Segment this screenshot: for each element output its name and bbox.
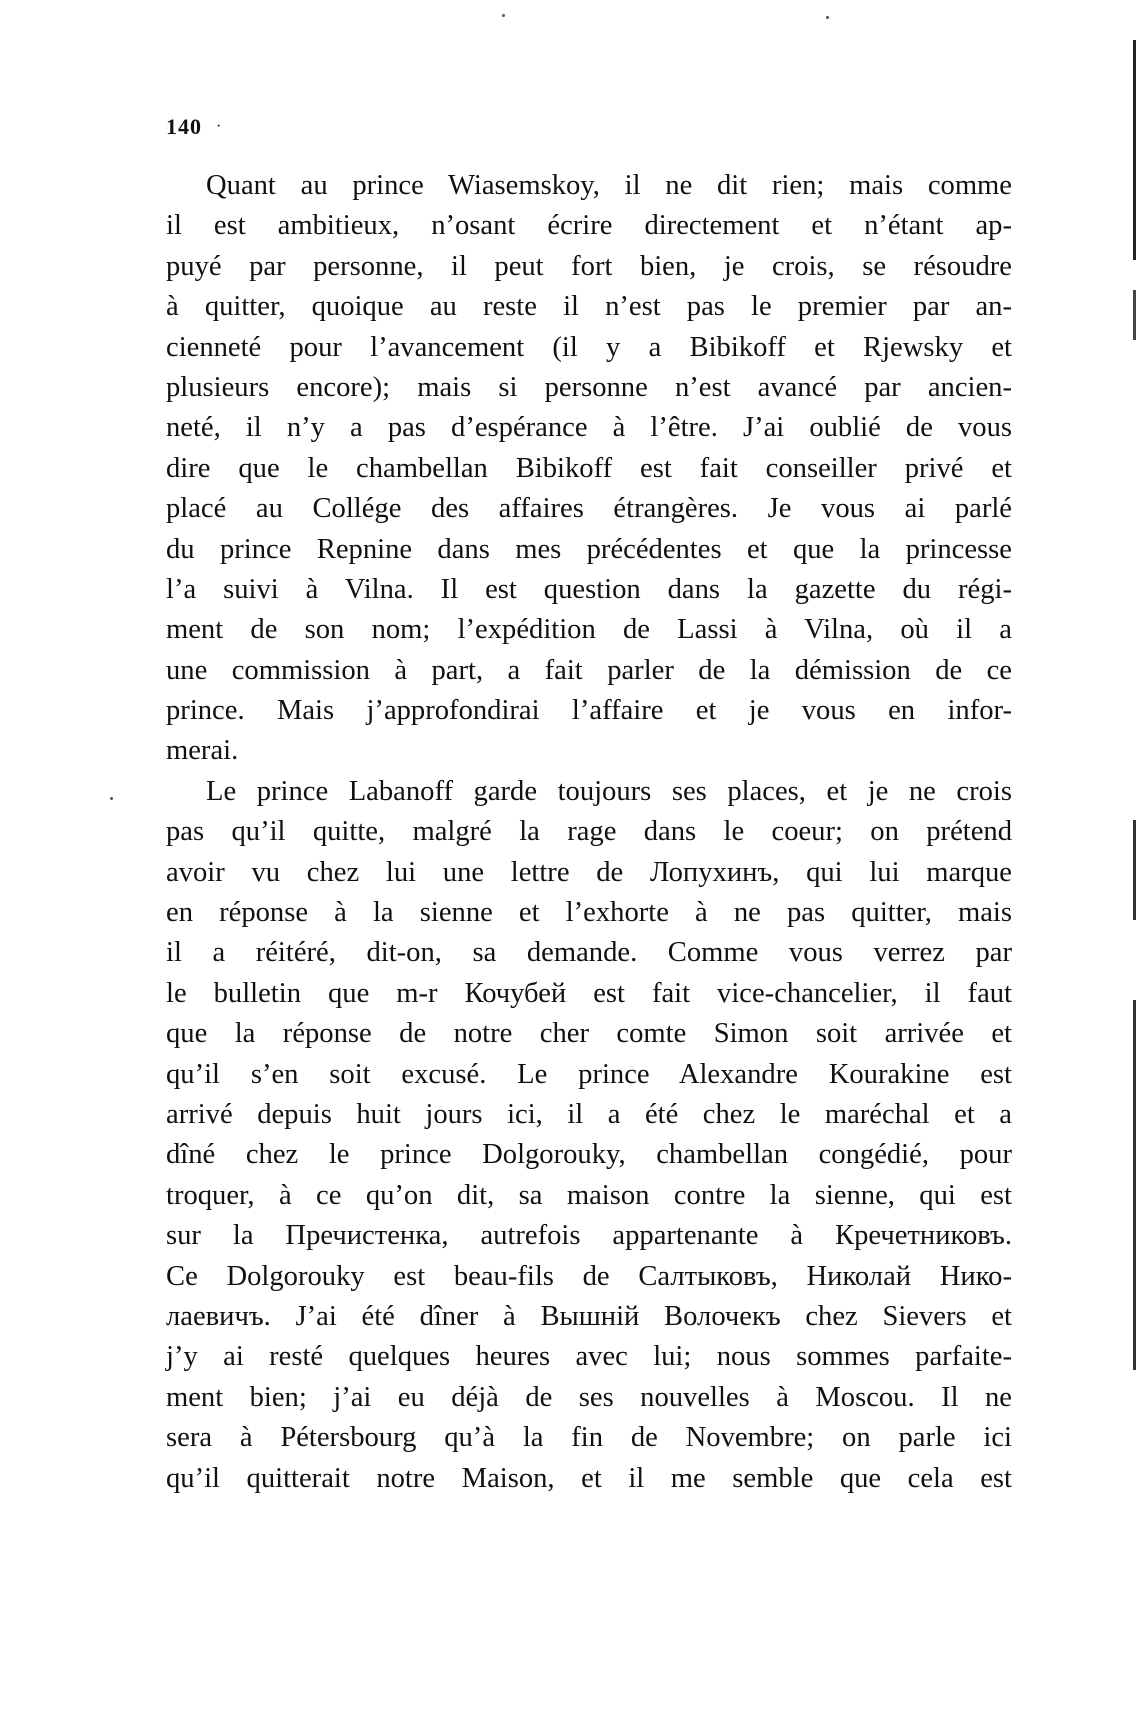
text-line: Quant au prince Wiasemskoy, il ne dit rien; mais comme	[206, 170, 1012, 201]
text-line: ment bien; j’ai eu déjà de ses nouvelles à Moscou. Il ne	[166, 1381, 1012, 1413]
text-line: dîné chez le prince Dolgorouky, chambellan congédié, pour	[166, 1139, 1012, 1171]
body-text	[166, 166, 1012, 1499]
page-number: 140	[166, 114, 202, 139]
text-line: neté, il n’y a pas d’espérance à l’être. J’ai oublié de vous	[166, 412, 1012, 444]
scan-speck	[502, 14, 505, 17]
text-line: prince. Mais j’approfondirai l’affaire et je vous en infor-	[166, 695, 1012, 727]
text-line: en réponse à la sienne et l’exhorte à ne pas quitter, mais	[166, 897, 1012, 929]
text-line: qu’il quitterait notre Maison, et il me semble que cela est	[166, 1462, 1012, 1494]
text-line: à quitter, quoique au reste il n’est pas le premier par an-	[166, 291, 1012, 323]
text-line: Le prince Labanoff garde toujours ses places, et je ne crois	[206, 775, 1012, 807]
text-line: le bulletin que m-r Кочубей est fait vice-chancelier, il faut	[166, 977, 1012, 1009]
text-line: avoir vu chez lui une lettre de Лопухинъ, qui lui marque	[166, 856, 1012, 888]
text-line: placé au Collége des affaires étrangères. Je vous ai parlé	[166, 493, 1012, 525]
text-line: il est ambitieux, n’osant écrire directement et n’étant ap-	[166, 210, 1012, 242]
text-line: plusieurs encore); mais si personne n’est avancé par ancien-	[166, 371, 1012, 403]
text-line: il a réitéré, dit-on, sa demande. Comme vous verrez par	[166, 937, 1012, 969]
page-number-mark: ·	[216, 118, 222, 135]
text-line: Ce Dolgorouky est beau-fils de Салтыковъ, Николай Нико-	[166, 1260, 1012, 1292]
text-line: merai.	[166, 735, 239, 767]
text-line: une commission à part, a fait parler de la démission de ce	[166, 654, 1012, 686]
text-line: troquer, à ce qu’on dit, sa maison contre la sienne, qui est	[166, 1179, 1012, 1211]
text-line: cienneté pour l’avancement (il y a Bibikoff et Rjewsky et	[166, 331, 1012, 363]
text-line: arrivé depuis huit jours ici, il a été chez le maréchal et a	[166, 1098, 1012, 1130]
scan-speck	[826, 16, 829, 19]
text-line: que la réponse de notre cher comte Simon soit arrivée et	[166, 1018, 1012, 1050]
scan-edge-shadow	[1133, 40, 1136, 1370]
text-line: sera à Pétersbourg qu’à la fin de Novembre; on parle ici	[166, 1422, 1012, 1454]
text-line: лаевичъ. J’ai été dîner à Вышній Волочекъ chez Sievers et	[166, 1300, 1012, 1332]
text-line: dire que le chambellan Bibikoff est fait conseiller privé et	[166, 452, 1012, 484]
text-line: l’a suivi à Vilna. Il est question dans la gazette du régi-	[166, 573, 1012, 605]
text-line: qu’il s’en soit excusé. Le prince Alexandre Kourakine est	[166, 1058, 1012, 1090]
text-line: puyé par personne, il peut fort bien, je crois, se résoudre	[166, 250, 1012, 282]
text-line: du prince Repnine dans mes précédentes et que la princesse	[166, 533, 1012, 565]
text-line: ment de son nom; l’expédition de Lassi à Vilna, où il a	[166, 614, 1012, 646]
scan-speck	[110, 797, 113, 800]
text-line: pas qu’il quitte, malgré la rage dans le coeur; on prétend	[166, 816, 1012, 848]
text-line: sur la Пречистенка, autrefois appartenante à Кречетниковъ.	[166, 1220, 1012, 1252]
text-line: j’y ai resté quelques heures avec lui; nous sommes parfaite-	[166, 1341, 1012, 1373]
